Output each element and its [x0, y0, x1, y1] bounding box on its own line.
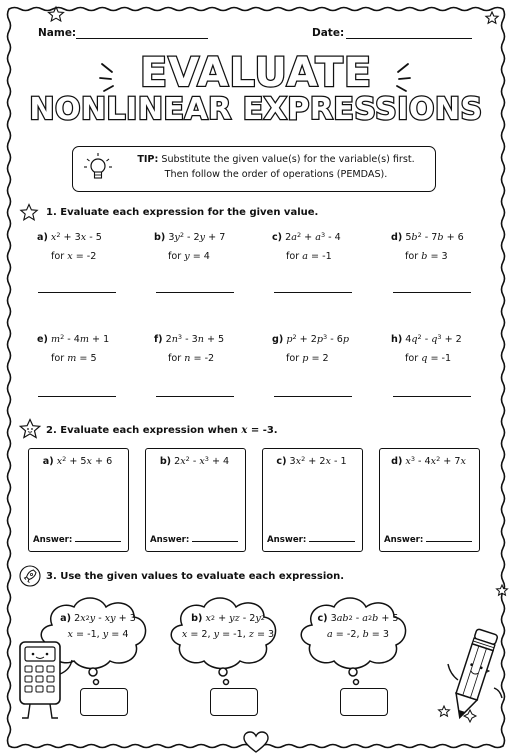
s1-item-f: f) $2n^3 - 3n + 5$ for n = -2 — [154, 333, 225, 364]
s3-item-a: a) $2x^2y$ - xy + 3 x = -1, y = 4 — [60, 613, 136, 640]
sparkle-lines-icon — [96, 58, 136, 98]
date-field[interactable] — [346, 38, 472, 39]
star-icon — [486, 12, 498, 23]
name-field[interactable] — [76, 38, 208, 39]
s1-item-h: h) $4q^2 - q^3 + 2$ for q = -1 — [391, 333, 462, 364]
s2-answer-d: Answer: — [384, 533, 472, 545]
s1-answer-line-c[interactable] — [274, 292, 352, 293]
calculator-mascot-icon — [14, 638, 74, 738]
s1-item-g: g) $p^2 + 2p^3 - 6p$ for p = 2 — [272, 333, 349, 364]
s3-answer-box-b[interactable] — [210, 688, 258, 716]
s1-item-e: e) $m^2 - 4m + 1$ for m = 5 — [37, 333, 110, 364]
s1-answer-line-g[interactable] — [274, 396, 352, 397]
s1-answer-line-e[interactable] — [38, 396, 116, 397]
s3-answer-box-a[interactable] — [80, 688, 128, 716]
section-1-heading: 1. Evaluate each expression for the given value. — [46, 207, 319, 218]
s1-item-a: a) $x^2 + 3x - 5$ for x = -2 — [37, 231, 102, 262]
s2-expr-b: b) $2x^2 - x^3 + 4$ — [159, 455, 230, 467]
page-title: EVALUATE — [139, 50, 373, 96]
smiling-star-icon — [18, 418, 42, 442]
s1-item-c: c) $2a^2 + a^3 - 4$ for a = -1 — [272, 231, 341, 262]
s2-expr-a: a) $x^2 + 5x + 6$ — [42, 455, 113, 467]
name-label: Name: — [38, 27, 77, 39]
s2-expr-c: c) $3x^2 + 2x - 1$ — [276, 455, 347, 467]
page-subtitle: NONLINEAR EXPRESSIONS — [29, 92, 483, 127]
s2-expr-d: d) $x^3 - 4x^2 + 7x$ — [391, 455, 466, 467]
s3-item-c: c) $3ab^2 - a^2b + 5$ a = -2, b = 3 — [317, 613, 399, 640]
tip-line-1: Substitute the given value(s) for the variable(s) first. — [161, 154, 415, 165]
s2-answer-a: Answer: — [33, 533, 121, 545]
lightbulb-icon — [82, 151, 114, 185]
tip-line-2: Then follow the order of operations (PEMDAS). — [164, 169, 388, 180]
section-3-heading: 3. Use the given values to evaluate each expression. — [46, 571, 345, 582]
s2-answer-c: Answer: — [267, 533, 355, 545]
sparkle-lines-icon — [374, 58, 414, 98]
s3-answer-box-c[interactable] — [340, 688, 388, 716]
s1-answer-line-h[interactable] — [393, 396, 471, 397]
tip-text — [118, 152, 434, 182]
s1-answer-line-d[interactable] — [393, 292, 471, 293]
section-2-heading: 2. Evaluate each expression when x = -3. — [46, 425, 278, 436]
s3-item-b: b) $x^2$ + yz - $2y^2$ x = 2, y = -1, z = 3 — [181, 613, 275, 640]
rocket-icon — [19, 565, 41, 587]
tip-label: TIP: — [137, 154, 159, 165]
s1-item-d: d) $5b^2 - 7b + 6$ for b = 3 — [391, 231, 464, 262]
date-label: Date: — [312, 27, 345, 39]
star-icon — [19, 203, 39, 223]
s1-answer-line-a[interactable] — [38, 292, 116, 293]
s1-item-b: b) $3y^2 - 2y + 7$ for y = 4 — [154, 231, 226, 262]
s1-answer-line-b[interactable] — [156, 292, 234, 293]
pencil-mascot-icon — [444, 622, 504, 732]
s1-answer-line-f[interactable] — [156, 396, 234, 397]
s2-answer-b: Answer: — [150, 533, 238, 545]
